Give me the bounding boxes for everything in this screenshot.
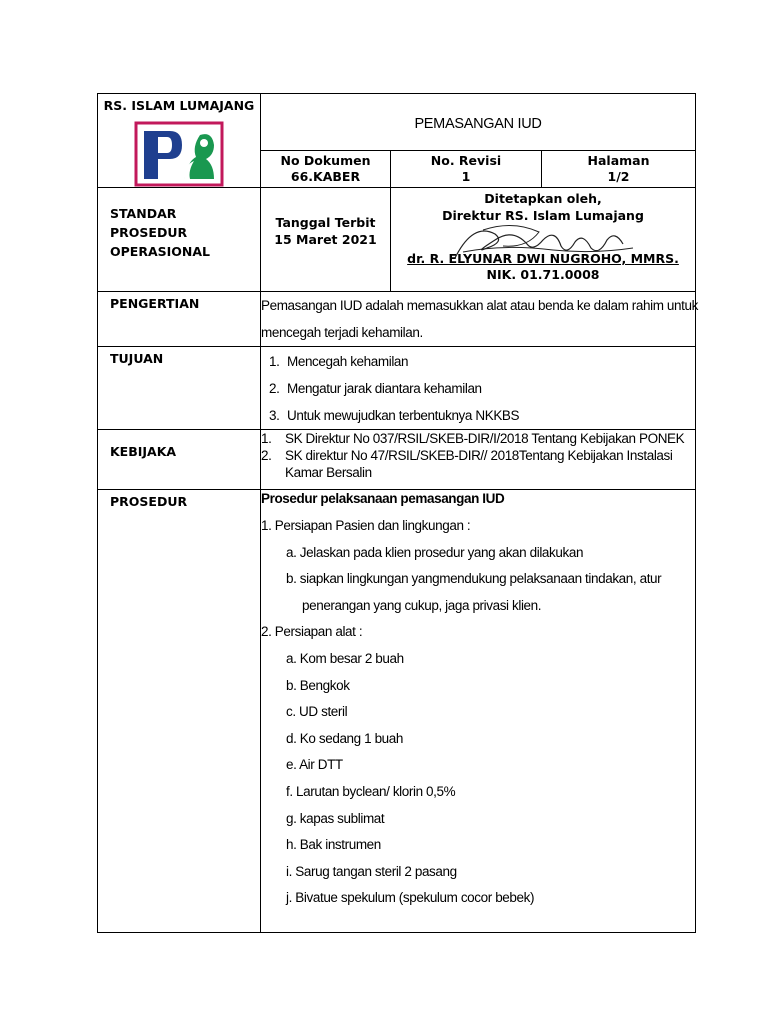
- alat-item: c. UD steril: [286, 704, 348, 720]
- tujuan-item: 1. Mencegah kehamilan: [269, 354, 409, 369]
- kebijakan-item: 2. SK direktur No 47/RSIL/SKEB-DIR// 2018Tentang Kebijakan Instalasi Kamar Bersalin: [261, 448, 673, 480]
- prosedur-step-1-continuation: penerangan yang cukup, jaga privasi klien.: [302, 597, 542, 613]
- prosedur-content: [261, 490, 696, 933]
- pengertian-content: [261, 292, 696, 347]
- tujuan-item: 3. Untuk mewujudkan terbentuknya NKKBS: [269, 408, 520, 423]
- alat-item: a. Kom besar 2 buah: [286, 650, 404, 666]
- kebijakan-item: 1. SK Direktur No 037/RSIL/SKEB-DIR/I/2018 Tentang Kebijakan PONEK: [261, 431, 685, 446]
- alat-item: j. Bivatue spekulum (spekulum cocor bebek): [286, 890, 535, 906]
- alat-item: e. Air DTT: [286, 757, 343, 773]
- approval-cell: [391, 188, 696, 292]
- halaman-cell: [542, 150, 696, 187]
- sop-line-3: OPERASIONAL: [110, 244, 211, 259]
- title-cell: [261, 94, 696, 151]
- alat-item: d. Ko sedang 1 buah: [286, 730, 404, 746]
- hospital-cell: [98, 94, 261, 188]
- pengertian-label-cell: [98, 292, 261, 347]
- alat-item: h. Bak instrumen: [286, 837, 381, 853]
- no-revisi-cell: [391, 150, 542, 187]
- no-revisi-value: 1: [461, 168, 471, 184]
- prosedur-heading: Prosedur pelaksanaan pemasangan IUD: [261, 491, 505, 506]
- prosedur-label-cell: [98, 490, 261, 933]
- halaman-value: 1/2: [607, 168, 630, 184]
- alat-item: i. Sarug tangan steril 2 pasang: [286, 863, 457, 879]
- kebijakan-label: KEBIJAKA: [110, 444, 177, 459]
- document-title: PEMASANGAN IUD: [414, 116, 542, 132]
- direktur-title: Direktur RS. Islam Lumajang: [442, 208, 644, 223]
- tujuan-label-cell: [98, 347, 261, 430]
- no-revisi-label: No. Revisi: [430, 152, 502, 168]
- no-dokumen-label: No Dokumen: [280, 152, 371, 168]
- sop-line-2: PROSEDUR: [110, 225, 188, 240]
- alat-item: b. Bengkok: [286, 677, 350, 693]
- prosedur-step-2: 2. Persiapan alat :: [261, 624, 363, 640]
- sop-name-cell: [98, 188, 261, 292]
- tanggal-cell: [261, 188, 391, 292]
- pengertian-line-2: mencegah terjadi kehamilan.: [261, 325, 423, 340]
- alat-item: f. Larutan byclean/ klorin 0,5%: [286, 783, 456, 799]
- signer-nik: NIK. 01.71.0008: [486, 267, 600, 282]
- prosedur-step-1-item: a. Jelaskan pada klien prosedur yang akan dilakukan: [286, 544, 584, 560]
- prosedur-step-1-item: b. siapkan lingkungan yangmendukung pelaksanaan tindakan, atur: [286, 571, 662, 587]
- signer-name: dr. R. ELYUNAR DWI NUGROHO, MMRS.: [407, 251, 679, 266]
- kebijakan-label-cell: [98, 430, 261, 490]
- tanggal-label: Tanggal Terbit: [275, 215, 376, 230]
- prosedur-step-1: 1. Persiapan Pasien dan lingkungan :: [261, 518, 471, 533]
- tanggal-value: 15 Maret 2021: [274, 232, 377, 247]
- halaman-label: Halaman: [587, 152, 650, 168]
- ditetapkan-oleh: Ditetapkan oleh,: [484, 191, 602, 206]
- no-dokumen-cell: [261, 150, 391, 187]
- tujuan-item: 2. Mengatur jarak diantara kehamilan: [269, 381, 482, 396]
- prosedur-label: PROSEDUR: [110, 494, 188, 509]
- pengertian-label: PENGERTIAN: [110, 296, 200, 311]
- sop-document: [97, 93, 698, 933]
- tujuan-content: [261, 347, 696, 430]
- sop-table: [97, 93, 696, 933]
- hospital-logo-icon: [134, 121, 224, 187]
- alat-item: g. kapas sublimat: [286, 810, 385, 826]
- kebijakan-content: [261, 430, 696, 490]
- pengertian-line-1: Pemasangan IUD adalah memasukkan alat atau benda ke dalam rahim untuk: [261, 298, 698, 313]
- hospital-name: RS. ISLAM LUMAJANG: [103, 98, 255, 113]
- no-dokumen-value: 66.KABER: [290, 168, 361, 184]
- tujuan-label: TUJUAN: [110, 351, 164, 366]
- sop-line-1: STANDAR: [110, 206, 177, 221]
